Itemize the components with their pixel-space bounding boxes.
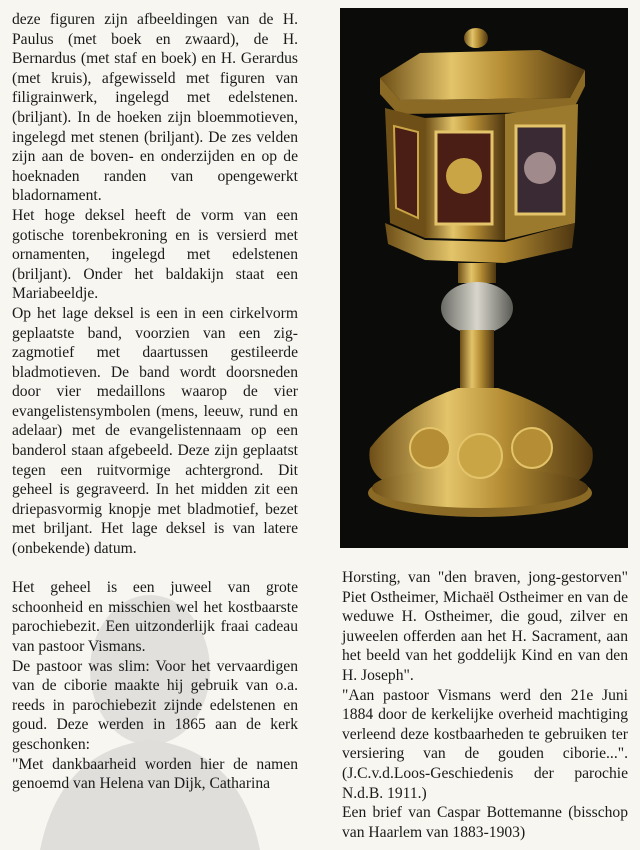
paragraph-high-lid: Het hoge deksel heeft de vorm van een gotische torenbekroning en is versierd met ornamenten, ingelegd met edelstenen (briljant). Onder het baldakijn staat een Mariabeeldje. <box>12 206 298 303</box>
right-text-column <box>342 568 628 842</box>
paragraph-figures: deze figuren zijn afbeeldingen van de H. Paulus (met boek en zwaard), de H. Bernardus (met staf en boek) en H. Gerardus (met kruis), afgewisseld met figuren van filigrainwerk, ingelegd met edelstenen. (briljant). In de hoeken zijn bloemmotieven, ingelegd met stenen (briljant). De zes velden zijn aan de boven- en onderzijden en op de hoeknaden randen van opengewerkt bladornament. <box>12 11 298 205</box>
paragraph-jewel: Het geheel is een juweel van grote schoonheid en misschien wel het kostbaarste parochiebezit. Een uitzonderlijk fraai cadeau van pastoor Vismans. <box>12 579 298 655</box>
paragraph-spacer <box>12 559 298 579</box>
paragraph-pastor: De pastoor was slim: Voor het vervaardigen van de ciborie maakte hij gebruik van o.a. reeds in parochiebezit zijnde edelstenen en goud. Deze werden in 1865 aan de kerk geschonken: <box>12 657 298 753</box>
paragraph-permission: "Aan pastoor Vismans werd den 21e Juni 1884 door de kerkelijke overheid machtiging verleend deze kostbaarheden te gebruiken ter versiering van de gouden ciborie...". (J.C.v.d.Loos-Geschiedenis der parochie N.d.B. 1911.) <box>342 686 628 802</box>
paragraph-low-lid: Op het lage deksel is een in een cirkelvorm geplaatste band, voorzien van een zig-zagmotief met daartussen gestileerde bladmotieven. De band wordt doorsneden door vier medaillons waarop de vier evangelistensymbolen (mens, leeuw, rund en adelaar) met de evangelistennaam op een banderol staan afgebeeld. Deze zijn geplaatst tegen een ruitvormige achtergrond. Dit geheel is gegraveerd. In het midden zit een driepasvormig knopje met bladmotief, bezet met briljant. Het lage deksel is van latere (onbekende) datum. <box>12 304 298 558</box>
paragraph-quote-start: "Met dankbaarheid worden hier de namen genoemd van Helena van Dijk, Catharina <box>12 755 298 793</box>
left-text-column <box>12 10 298 794</box>
paragraph-letter: Een brief van Caspar Bottemanne (bisschop van Haarlem van 1883-1903) <box>342 804 628 841</box>
paragraph-donors: Horsting, van "den braven, jong-gestorven" Piet Ostheimer, Michaël Ostheimer en van de weduwe H. Ostheimer, die goud, zilver en juweelen offerden aan het H. Sacrament, aan het beeld van het goddelijk Kind en van den H. Joseph". <box>342 569 628 684</box>
ciborium-photo <box>340 8 628 548</box>
ciborium-illustration <box>340 8 628 548</box>
